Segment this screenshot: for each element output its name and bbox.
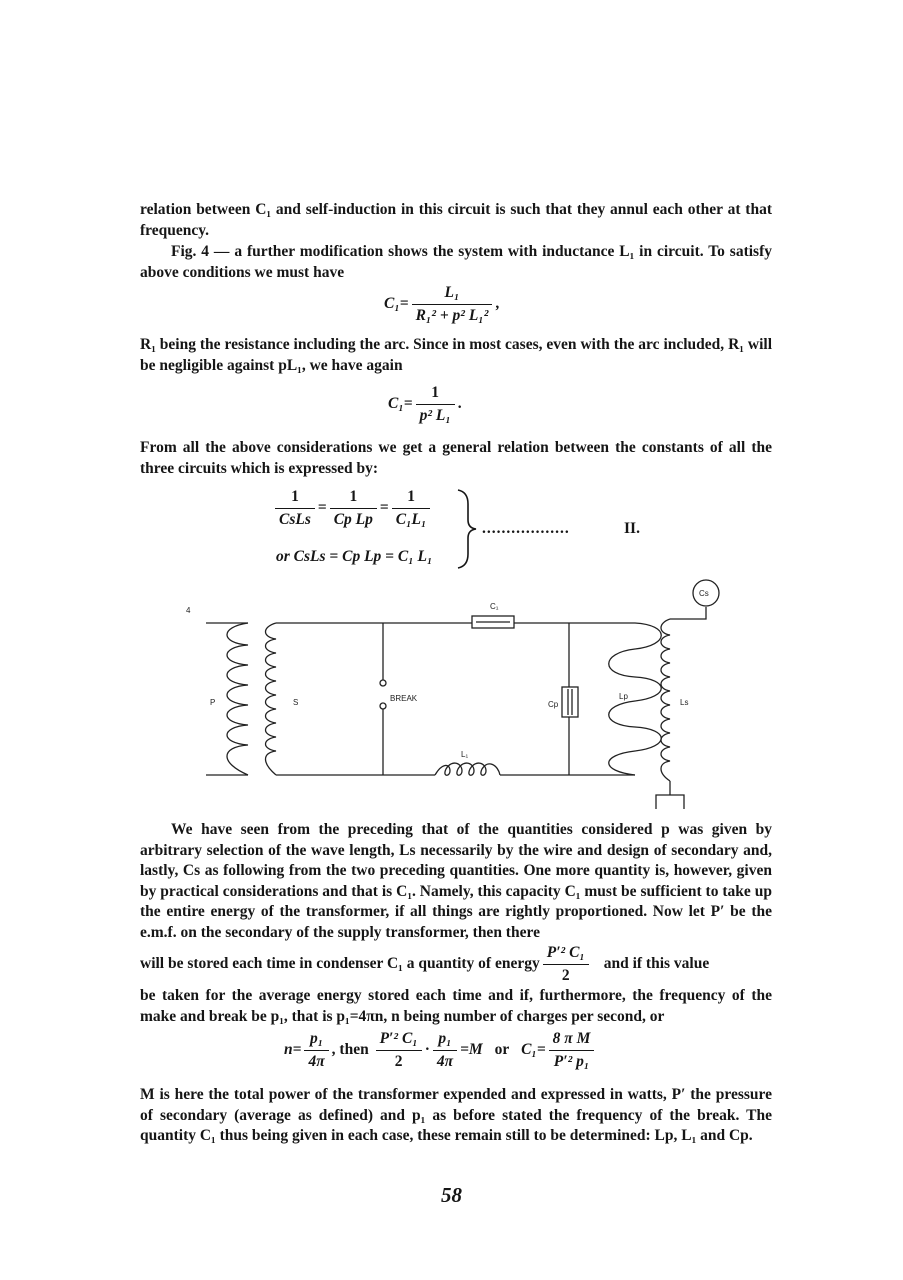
label-secondary: S [293,698,299,707]
n-denominator: 4π [308,1053,325,1070]
equation-power [284,1030,597,1071]
relation-label: II. [624,520,640,537]
equation-1-denominator: R₁² + p² L₁² [415,307,489,324]
ground-terminal [656,795,684,809]
equation-1 [384,284,499,325]
relation-fraction-3-denominator: C₁L₁ [395,511,427,528]
m-equals: =M [460,1041,483,1059]
coil-ls [661,619,670,781]
dot-operator: · [424,1041,430,1059]
paragraph-7 [140,986,772,1027]
paragraph-4 [140,438,772,479]
relation-equals-1: = [317,499,327,517]
equation-2 [388,384,462,425]
n-lhs: n= [284,1041,302,1059]
relation-equals-2: = [379,499,389,517]
paragraph-2-text: Fig. 4 — a further modification shows the system with inductance L₁ in circuit. To satisfy above conditions we must have [140,243,772,281]
m-numerator-1: P′² C₁ [376,1030,422,1051]
relation-fraction-1-numerator: 1 [275,488,315,509]
figure-number: 4 [186,606,191,615]
relation-line-2 [276,548,432,566]
or-word: or [494,1041,510,1059]
paragraph-1 [140,200,772,241]
paragraph-8-text: M is here the total power of the transformer expended and expressed in watts, P′ the pressure of secondary (average as defined) and p₁ as before stated the frequency of the break. The quantity C₁ thus being given in each case, these remain still to be determined: Lp, L₁ and Cp. [140,1086,772,1144]
label-primary: P [210,698,216,707]
equation-2-numerator: 1 [416,384,455,405]
inductance-l1 [435,763,500,775]
c1-numerator: 8 π M [549,1030,595,1051]
relation-fraction-1 [275,488,315,529]
energy-numerator: P′² C₁ [543,944,589,965]
m-fraction-1 [376,1030,422,1071]
relation-fraction-2 [330,488,377,529]
relation-brace [454,488,480,570]
c1-fraction [549,1030,595,1071]
secondary-coil-s [266,623,277,775]
paragraph-2 [140,242,772,283]
n-fraction [304,1030,328,1071]
relation-line-1 [272,488,433,529]
equation-1-lhs: C₁= [384,295,409,313]
energy-line-text: will be stored each time in condenser C₁ a quantity of energy [140,955,540,973]
paragraph-4-text: From all the above considerations we get a general relation between the constants of all the three circuits which is expressed by: [140,439,772,477]
c1-lhs: C₁= [521,1041,546,1059]
relation-fraction-3 [392,488,431,529]
relation-fraction-2-denominator: Cp Lp [333,511,373,528]
equation-2-lhs: C₁= [388,395,413,413]
m-denominator-2: 4π [436,1053,454,1070]
label-cp: Cp [548,700,559,709]
label-ls: Ls [680,698,689,707]
paragraph-1-text: relation between C₁ and self-induction in this circuit is such that they annul each other at that frequency. [140,201,772,239]
primary-coil [227,623,248,775]
relation-fraction-3-numerator: 1 [392,488,431,509]
page-number: 58 [441,1183,462,1207]
label-lp: Lp [619,692,628,701]
relation-fraction-2-numerator: 1 [330,488,377,509]
paragraph-5 [140,820,772,943]
equation-2-fraction [416,384,455,425]
label-break: BREAK [390,694,418,703]
condenser-cp [562,687,578,717]
paragraph-7-text: be taken for the average energy stored each time and if, furthermore, the frequency of the make and break be p₁, that is p₁=4πn, n being number of charges per second, or [140,987,772,1025]
energy-fraction [543,944,589,985]
label-cs: Cs [699,589,709,598]
equation-1-numerator: L₁ [412,284,493,305]
label-l1: L₁ [461,750,469,759]
coil-lp [609,623,662,775]
relation-line-2-text: or CsLs = Cp Lp = C₁ L₁ [276,548,433,565]
paragraph-5-text: We have seen from the preceding that of the quantities considered p was given by arbitrary selection of the wave length, Ls necessarily by the wire and design of secondary and, lastly, Cs as following from the two preceding quantities. One more quantity is, however, given by practical considerations and that is C₁. Namely, this capacity C₁ must be sufficient to take up the entire energy of the transformer, if all things are rightly proportioned. Now let P′ be the e.m.f. on the secondary of the supply transformer, then there [140,821,772,941]
paragraph-3-text: R₁ being the resistance including the arc. Since in most cases, even with the arc included, R₁ will be negligible against pL₁, we have again [140,336,772,374]
energy-line-tail: and if this value [603,955,710,973]
circuit-diagram [180,575,740,815]
energy-denominator: 2 [561,967,570,984]
n-numerator: p₁ [304,1030,328,1051]
m-numerator-2: p₁ [433,1030,457,1051]
m-denominator-1: 2 [394,1053,403,1070]
paragraph-8 [140,1085,772,1147]
c1-denominator: P′² p₁ [553,1053,590,1070]
equation-1-tail: , [495,295,500,313]
equation-2-denominator: p² L₁ [419,407,451,424]
then-word: , then [331,1041,369,1059]
label-c1: C₁ [490,602,499,611]
paragraph-3 [140,335,772,376]
relation-dots: .................. [482,520,570,537]
equation-2-tail: . [457,395,462,413]
energy-line [140,944,709,985]
equation-1-fraction [412,284,493,325]
m-fraction-2 [433,1030,457,1071]
relation-fraction-1-denominator: CsLs [279,511,311,528]
